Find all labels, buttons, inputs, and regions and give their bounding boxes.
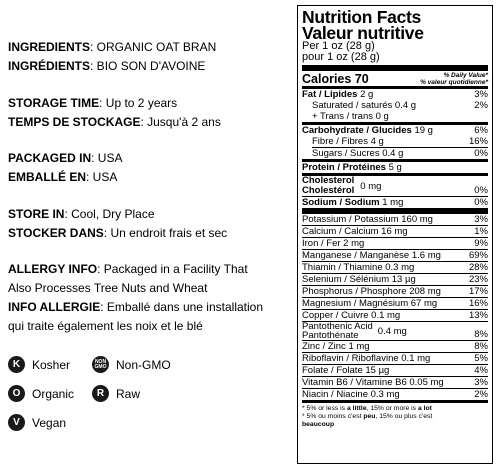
nutrient-row <box>302 377 488 388</box>
nutrient-label: Phosphorus / Phosphore 208 mg <box>302 286 441 297</box>
nutrient-label: Zinc / Zinc 1 mg <box>302 341 370 352</box>
saturated-row: Saturated / saturés 0.4 g 2% <box>312 100 488 111</box>
nutrient-row <box>302 365 488 376</box>
nutrient-dv: 17% <box>468 286 488 297</box>
allergy-line: ALLERGY INFO: Packaged in a Facility That <box>8 262 248 276</box>
nutrition-title-en: Nutrition Facts <box>302 7 421 27</box>
fat-row: Fat / Lipides 2 g 3% <box>302 89 488 100</box>
nutrient-dv: 9% <box>474 238 488 249</box>
daily-value-header: % Daily Value* % valeur quotidienne* <box>420 72 488 86</box>
ingredients-fr-line: INGRÉDIENTS: BIO SON D'AVOINE <box>8 59 206 73</box>
nutrient-label: Niacin / Niacine 0.3 mg <box>302 389 400 400</box>
nutrient-dv: 16% <box>468 298 488 309</box>
nutrition-title-fr: Valeur nutritive <box>302 23 424 43</box>
serving-size-en: Per 1 oz (28 g) <box>302 40 375 52</box>
fibre-row: Fibre / Fibres 4 g 16% <box>312 136 488 147</box>
allergy-fr-line-2: qui traite également les noix et le blé <box>8 319 203 333</box>
badge-vegan: V Vegan <box>8 414 66 431</box>
packaged-fr-line: EMBALLÉ EN: USA <box>8 170 118 184</box>
minerals-list <box>302 214 488 322</box>
nutrient-dv: 8% <box>474 341 488 352</box>
badge-non-gmo: NON GMO Non-GMO <box>92 356 171 373</box>
store-line: STORE IN: Cool, Dry Place <box>8 207 155 221</box>
nutrient-dv: 23% <box>468 274 488 285</box>
non-gmo-icon: NON GMO <box>92 356 109 373</box>
minerals-list-2 <box>302 341 488 400</box>
allergy-line-2: Also Processes Tree Nuts and Wheat <box>8 281 208 295</box>
nutrient-row <box>302 310 488 321</box>
protein-row: Protein / Protéines 5 g <box>302 162 402 173</box>
vegan-icon: V <box>8 414 25 431</box>
nutrient-label: Magnesium / Magnésium 67 mg <box>302 298 438 309</box>
sugars-row: Sugars / Sucres 0.4 g 0% <box>312 148 488 159</box>
nutrient-dv: 5% <box>474 353 488 364</box>
organic-icon: O <box>8 385 25 402</box>
nutrient-row <box>302 214 488 225</box>
nutrient-label: Thiamin / Thiamine 0.3 mg <box>302 262 415 273</box>
nutrient-dv: 28% <box>468 262 488 273</box>
nutrient-row <box>302 274 488 285</box>
nutrient-dv: 1% <box>474 226 488 237</box>
nutrient-label: Potassium / Potassium 160 mg <box>302 214 433 225</box>
nutrition-facts-panel <box>297 5 493 464</box>
badge-kosher: K Kosher <box>8 356 70 373</box>
carbohydrate-row: Carbohydrate / Glucides 19 g 6% <box>302 125 488 136</box>
storage-fr-line: TEMPS DE STOCKAGE: Jusqu'à 2 ans <box>8 115 221 129</box>
serving-size-fr: pour 1 oz (28 g) <box>302 51 380 63</box>
packaged-line: PACKAGED IN: USA <box>8 151 123 165</box>
nutrient-row <box>302 353 488 364</box>
raw-icon: R <box>92 385 109 402</box>
badge-raw: R Raw <box>92 385 140 402</box>
nutrient-row <box>302 286 488 297</box>
store-fr-line: STOCKER DANS: Un endroit frais et sec <box>8 226 228 240</box>
allergy-fr-line: INFO ALLERGIE: Emballé dans une installation <box>8 300 264 314</box>
trans-row: + Trans / trans 0 g <box>312 111 389 122</box>
nutrient-label: Copper / Cuivre 0.1 mg <box>302 310 401 321</box>
sodium-row: Sodium / Sodium 1 mg 0% <box>302 197 488 208</box>
nutrient-dv: 4% <box>474 365 488 376</box>
nutrient-label: Manganese / Manganèse 1.6 mg <box>302 250 441 261</box>
nutrient-dv: 2% <box>474 389 488 400</box>
nutrient-dv: 69% <box>468 250 488 261</box>
pantothenic-row: Pantothenic Acid Pantothénate 0.4 mg 8% <box>302 321 488 341</box>
nutrient-label: Folate / Folate 15 µg <box>302 365 390 376</box>
nutrient-dv: 3% <box>474 377 488 388</box>
badge-organic: O Organic <box>8 385 74 402</box>
footnote: * 5% or less is a little, 15% or more is a lot * 5% ou moins c'est peu, 15% ou plus c'est beaucoup <box>302 405 433 428</box>
cholesterol-row: Cholesterol Cholestérol 0 mg 0% <box>302 175 488 196</box>
product-info <box>8 0 290 468</box>
nutrient-row <box>302 238 488 249</box>
nutrient-label: Vitamin B6 / Vitamine B6 0.05 mg <box>302 377 444 388</box>
nutrient-label: Selenium / Sélénium 13 µg <box>302 274 416 285</box>
nutrient-row <box>302 341 488 352</box>
nutrient-label: Iron / Fer 2 mg <box>302 238 365 249</box>
kosher-icon: K <box>8 356 25 373</box>
nutrient-label: Calcium / Calcium 16 mg <box>302 226 408 237</box>
nutrient-row <box>302 250 488 261</box>
calories-row <box>302 71 488 86</box>
nutrient-row <box>302 262 488 273</box>
ingredients-line: INGREDIENTS: ORGANIC OAT BRAN <box>8 40 217 54</box>
nutrient-dv: 13% <box>468 310 488 321</box>
storage-line: STORAGE TIME: Up to 2 years <box>8 96 178 110</box>
nutrient-row <box>302 298 488 309</box>
nutrient-label: Riboflavin / Riboflavine 0.1 mg <box>302 353 431 364</box>
nutrient-dv: 3% <box>474 214 488 225</box>
calories-value: Calories 70 <box>302 72 369 86</box>
nutrient-row <box>302 389 488 400</box>
nutrient-row <box>302 226 488 237</box>
